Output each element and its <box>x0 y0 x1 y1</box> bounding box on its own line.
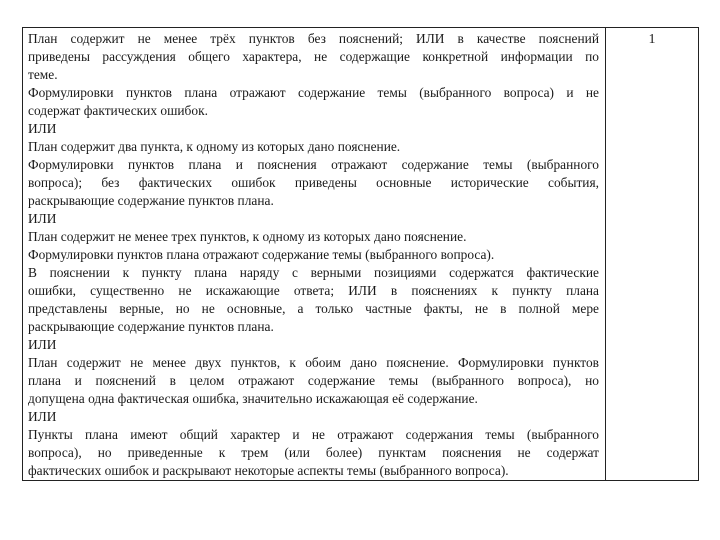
criterion-line: представлены верные, но не основные, а только частные факты, не в полной мере <box>28 301 599 316</box>
criterion-line: теме. <box>28 67 58 82</box>
criterion-line: раскрывающие содержание пунктов плана. <box>28 193 274 208</box>
criterion-line: раскрывающие содержание пунктов плана. <box>28 319 274 334</box>
table-row <box>23 28 699 481</box>
criterion-line: допущена одна фактическая ошибка, значительно искажающая её содержание. <box>28 391 478 406</box>
criterion-line: ИЛИ <box>28 211 57 226</box>
criterion-line: Пункты плана имеют общий характер и не отражают содержания темы (выбранного <box>28 427 599 442</box>
criterion-line: В пояснении к пункту плана наряду с верными позициями содержатся фактические <box>28 265 599 280</box>
criterion-line: Формулировки пунктов плана и пояснения отражают содержание темы (выбранного <box>28 157 599 172</box>
criterion-text-cell <box>23 28 606 481</box>
criterion-line: содержат фактических ошибок. <box>28 103 208 118</box>
criterion-line: План содержит не менее трёх пунктов без пояснений; ИЛИ в качестве пояснений <box>28 31 599 46</box>
criterion-line: приведены рассуждения общего характера, не содержащие конкретной информации по <box>28 49 599 64</box>
criterion-line: ИЛИ <box>28 337 57 352</box>
score-cell <box>606 28 699 481</box>
criterion-line: ИЛИ <box>28 409 57 424</box>
criterion-line: ИЛИ <box>28 121 57 136</box>
criterion-line: План содержит не менее двух пунктов, к обоим дано пояснение. Формулировки пунктов <box>28 355 599 370</box>
criterion-line: ошибки, существенно не искажающие ответа; ИЛИ в пояснениях к пункту плана <box>28 283 599 298</box>
criterion-line: фактических ошибок и раскрывают некоторые аспекты темы (выбранного вопроса). <box>28 463 509 478</box>
criterion-description <box>28 30 599 480</box>
criterion-line: Формулировки пунктов плана отражают содержание темы (выбранного вопроса) и не <box>28 85 599 100</box>
criterion-line: вопроса), но приведенные к трем (или более) пунктам пояснения не содержат <box>28 445 599 460</box>
score-value: 1 <box>648 32 656 47</box>
criterion-line: План содержит не менее трех пунктов, к одному из которых дано пояснение. <box>28 229 467 244</box>
criterion-line: вопроса); без фактических ошибок приведены основные исторические события, <box>28 175 599 190</box>
criterion-line: План содержит два пункта, к одному из которых дано пояснение. <box>28 139 401 154</box>
criterion-line: Формулировки пунктов плана отражают содержание темы (выбранного вопроса). <box>28 247 495 262</box>
criteria-table <box>22 27 699 481</box>
criterion-line: плана и пояснений в целом отражают содержание темы (выбранного вопроса), но <box>28 373 599 388</box>
